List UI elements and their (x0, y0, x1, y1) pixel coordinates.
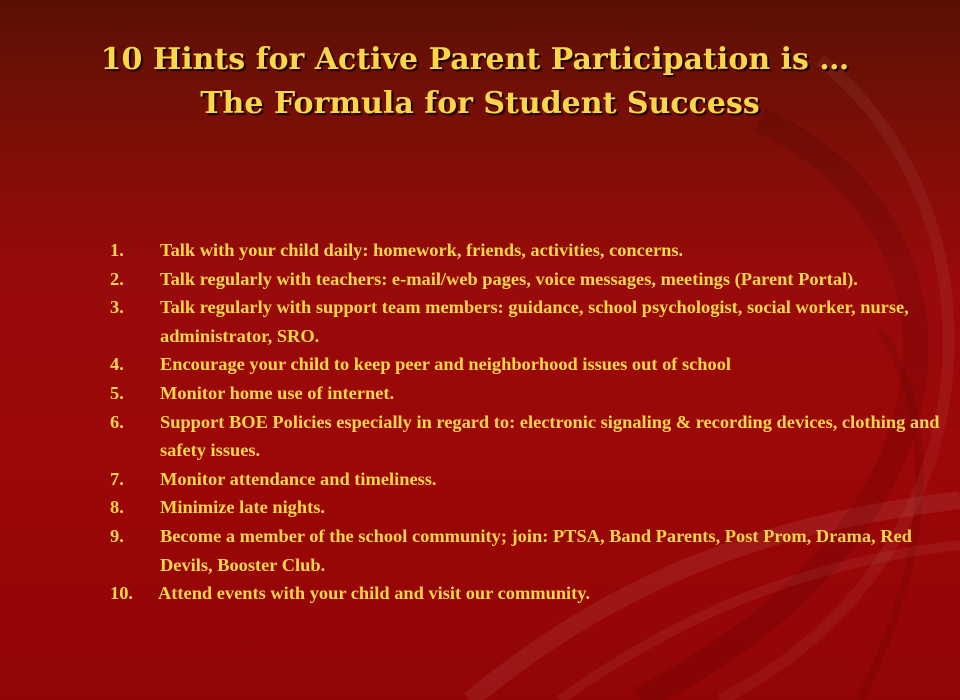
hint-number: 9. (110, 525, 124, 546)
hint-text: Talk regularly with support team members: guidance, school psychologist, social worker, nurse, administrator, SRO. (160, 297, 909, 346)
hint-item (110, 579, 940, 608)
hints-list (110, 236, 940, 608)
hint-number: 8. (110, 497, 124, 518)
title-line-2: The Formula for Student Success (200, 86, 760, 121)
hint-text: Support BOE Policies especially in regard to: electronic signaling & recording devices, clothing and safety issues. (160, 411, 940, 461)
hint-number: 1. (110, 240, 124, 260)
hint-number: 7. (110, 468, 124, 489)
hint-item (110, 465, 940, 494)
hint-text: Minimize late nights. (160, 497, 325, 518)
hint-text: Talk with your child daily: homework, friends, activities, concerns. (160, 240, 684, 260)
hint-item (110, 293, 940, 350)
hint-text: Attend events with your child and visit our community. (158, 583, 591, 604)
hint-item (110, 265, 940, 294)
hint-item (110, 350, 940, 379)
slide-title (0, 38, 960, 126)
hint-number: 5. (110, 382, 124, 403)
hint-number: 3. (110, 297, 124, 318)
hint-item (110, 408, 940, 465)
hint-item (110, 379, 940, 408)
hint-text: Talk regularly with teachers: e-mail/web pages, voice messages, meetings (Parent Portal). (160, 268, 858, 289)
hint-text: Encourage your child to keep peer and neighborhood issues out of school (160, 354, 732, 375)
hint-item (110, 522, 940, 579)
hint-text: Become a member of the school community; join: PTSA, Band Parents, Post Prom, Drama, Red Devils, Booster Club. (160, 525, 912, 575)
hint-number: 6. (110, 411, 124, 432)
hint-number: 4. (110, 354, 124, 375)
hint-number: 10. (110, 583, 133, 604)
hint-number: 2. (110, 268, 124, 289)
hint-text: Monitor home use of internet. (160, 382, 395, 403)
title-line-1: 10 Hints for Active Parent Participation is … (100, 42, 850, 77)
hint-item (110, 493, 940, 522)
hint-text: Monitor attendance and timeliness. (160, 468, 437, 489)
hint-item (110, 236, 940, 265)
